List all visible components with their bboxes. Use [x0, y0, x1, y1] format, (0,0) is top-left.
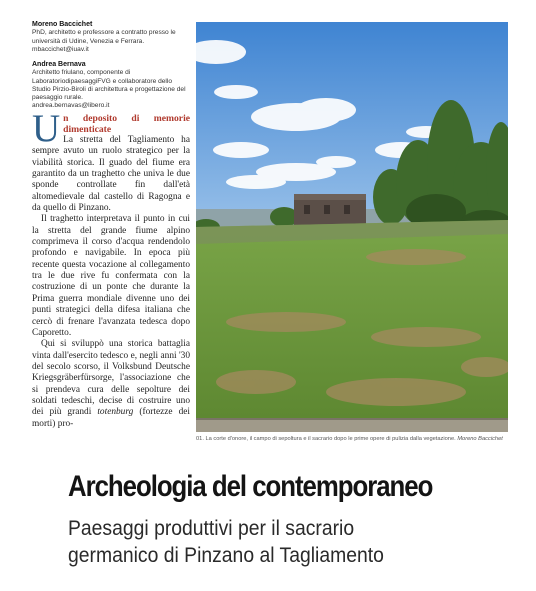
author-email-2[interactable]: andrea.bernavas@libero.it — [32, 102, 110, 110]
author-bio-text-2: Architetto friulano, componente di LaboratoriodipaesaggiFVG e collaboratore dello Studio Pirzio-Biroli di architettura e progettazione del paesaggio rurale. — [32, 69, 186, 102]
article-subtitle — [68, 515, 384, 569]
article-title: Archeologia del contemporaneo — [68, 470, 433, 503]
drop-cap: U — [32, 107, 61, 150]
article-paragraph-3 — [32, 339, 190, 430]
cemetery-photo — [196, 22, 508, 432]
photo-caption — [196, 436, 516, 442]
article-subhead: n deposito di memorie dimenticate — [63, 113, 190, 135]
sacrario-building — [294, 194, 366, 228]
subtitle-line-1: Paesaggi produttivi per il sacrario — [68, 516, 355, 540]
author-email-1[interactable]: mbaccichet@iuav.it — [32, 45, 89, 53]
photo-caption-text: 01. La corte d'onore, il campo di sepoltura e il sacrario dopo le prime opere di pulizia dalla vegetazione. — [196, 436, 456, 442]
photo-credit: Moreno Baccichet — [457, 436, 503, 442]
author-bio-2 — [32, 61, 192, 111]
italic-term: totenburg — [97, 407, 134, 418]
stone-border — [196, 418, 508, 432]
author-name-2: Andrea Bernava — [32, 61, 86, 68]
cemetery-photo-illustration — [196, 22, 508, 432]
article-tail: (fortezze dei morti) pro- — [32, 407, 190, 429]
article-paragraph-3-text: Qui si sviluppò una storica battaglia vinta dall'esercito tedesco e, negli anni '30 del secolo scorso, il Volksbund Deutsche Kriegsgräberfürsorge, l'associazione che si prendeva cura delle sepolture dei soldati tedeschi, decise di costruire uno dei più grandi — [32, 339, 190, 418]
author-name-1: Moreno Baccichet — [32, 21, 93, 28]
subtitle-line-2: germanico di Pinzano al Tagliamento — [68, 543, 384, 567]
article-column — [32, 107, 190, 430]
author-bio-text-1: PhD, architetto e professore a contratto presso le università di Udine, Venezia e Ferrara. — [32, 29, 176, 45]
article-paragraph-2: Il traghetto interpretava il punto in cui la stretta del grande fiume alpino comprimeva il corso d'acqua rendendolo profondo e navigabile. In epoca più recente questa vocazione al collegamento tra le due rive fu confermata con la costruzione di un ponte che durante la Prima guerra mondiale divenne uno dei punti strategici della difesa italiana che cercò di frenare l'avanzata tedesca dopo Caporetto. — [32, 214, 190, 338]
author-bio-1 — [32, 21, 192, 54]
article-paragraph-1: La stretta del Tagliamento ha sempre avuto un ruolo strategico per la viabilità storica. Il guado del fiume era garantito da un traghetto che univa le due sponde controllate fin dall'età altomedievale dal castello di Ragogna e da quello di Pinzano. — [32, 135, 190, 214]
